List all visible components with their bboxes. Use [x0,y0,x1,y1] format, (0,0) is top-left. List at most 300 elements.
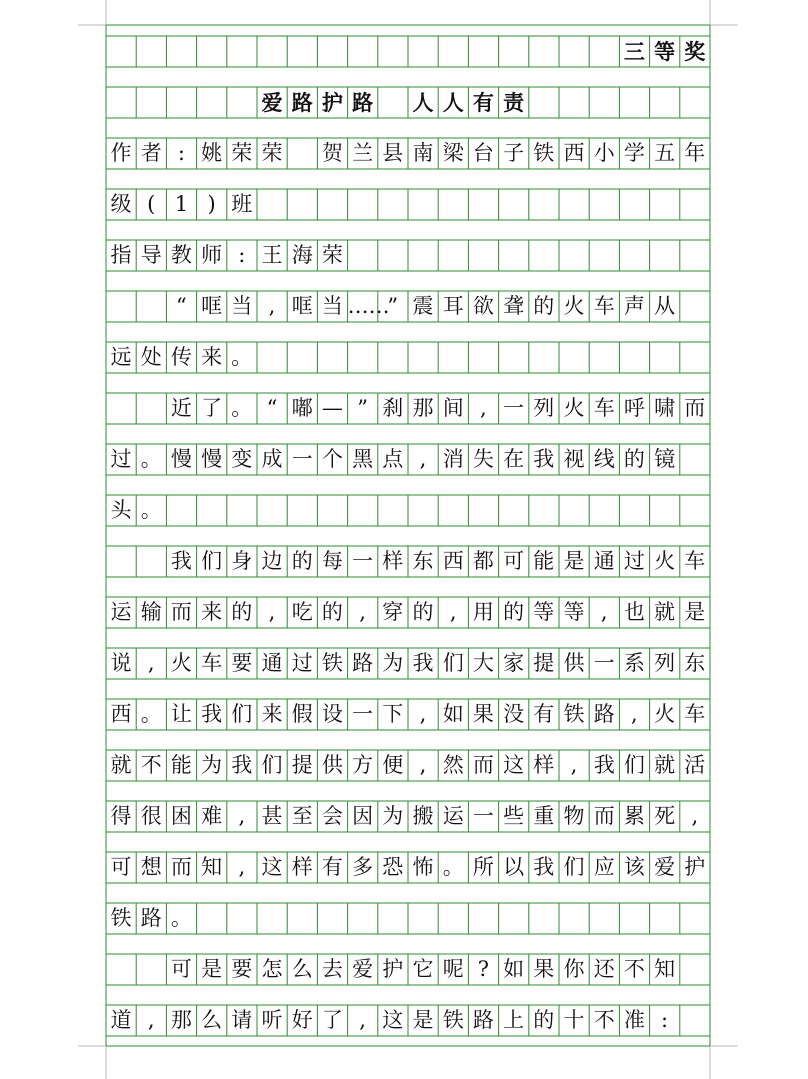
grid-cell [378,36,408,67]
grid-cell [197,495,227,526]
grid-cell: 西 [110,702,132,726]
grid-cell: 死 [654,804,676,828]
grid-cell [468,342,498,373]
grid-cell [619,903,649,934]
grid-cell: 。 [231,345,253,369]
grid-cell [529,87,559,118]
grid-cell [257,36,287,67]
grid-cell: 说 [110,651,132,675]
grid-cell: , [691,804,699,828]
grid-cell: 。 [140,702,162,726]
grid-cell: 火 [654,549,676,573]
grid-cell [378,240,408,271]
grid-cell: 我 [231,753,253,777]
grid-cell: 铁 [442,1008,464,1032]
grid-cell: 铁 [563,702,585,726]
grid-cell: 去 [321,957,343,981]
grid-cell: 假 [291,702,313,726]
grid-cell: 我 [201,702,223,726]
grid-cell: 车 [593,294,615,318]
grid-cell: , [480,396,487,420]
grid-cell: 五 [654,141,676,165]
grid-cell: 么 [291,957,313,981]
grid-cell: 人 [442,90,464,115]
grid-cell: 我 [170,549,192,573]
grid-cell [589,36,619,67]
grid-cell [348,342,378,373]
grid-cell: 供 [563,651,585,675]
grid-cell: 学 [623,141,645,165]
grid-cell: 可 [110,855,132,879]
grid-cell [408,240,438,271]
grid-cell: 路 [472,1008,494,1032]
grid-cell [499,903,529,934]
grid-cell: 点 [382,447,404,471]
grid-cell: 成 [261,447,283,471]
grid-cell: 人 [412,90,434,115]
grid-cell: 困 [170,804,192,828]
grid-cell: 来 [201,600,223,624]
grid-cell: 多 [352,855,374,879]
grid-cell [106,393,136,424]
grid-cell: , [419,753,427,777]
grid-cell: 不 [623,957,645,981]
grid-cell [680,240,710,271]
grid-cell [650,189,680,220]
grid-cell: 可 [503,549,525,573]
grid-cell: 列 [533,396,555,420]
grid-cell: 级 [110,192,132,216]
grid-cell: 为 [382,651,404,675]
grid-cell: , [449,600,457,624]
grid-cell: , [419,447,427,471]
grid-cell: 以 [503,855,525,879]
grid-cell: 聋 [503,294,525,318]
grid-cell: ) [207,192,216,216]
grid-cell [619,87,649,118]
grid-cell [197,903,227,934]
grid-cell: 等 [654,39,676,64]
grid-cell: 你 [563,957,585,981]
grid-cell: 这 [503,753,525,777]
grid-cell: 们 [563,855,585,879]
grid-cell: 路 [352,651,374,675]
grid-cell: 铁 [533,141,555,165]
grid-cell [166,495,196,526]
grid-cell: 了 [201,396,223,420]
grid-cell: 一 [352,549,374,573]
grid-cell [529,342,559,373]
grid-cell: 通 [593,549,615,573]
grid-cell: 系 [623,651,645,675]
grid-cell: 会 [321,804,343,828]
grid-cell [257,495,287,526]
grid-cell: 导 [140,243,162,267]
grid-cell: 就 [654,753,676,777]
grid-cell: 声 [623,294,645,318]
grid-cell [166,36,196,67]
grid-cell: 作 [110,141,132,165]
grid-cell [378,903,408,934]
grid-cell [499,36,529,67]
grid-cell: 让 [170,702,192,726]
grid-cell [438,189,468,220]
grid-cell: 东 [684,651,706,675]
grid-cell: 的 [503,600,525,624]
grid-cell: 啸 [654,396,676,420]
grid-cell: 镜 [654,447,676,471]
grid-cell: 一 [352,702,374,726]
grid-cell: 欲 [472,294,494,318]
grid-cell: 来 [261,702,283,726]
grid-cell: 当 [231,294,253,318]
grid-cell: 路 [140,906,162,930]
grid-cell: : [238,243,246,267]
grid-cell: 荣 [321,243,343,267]
grid-cell: 还 [593,957,615,981]
grid-cell: 提 [291,753,313,777]
grid-cell: 那 [170,1008,192,1032]
grid-cell [680,444,710,475]
grid-cell: 过 [291,651,313,675]
grid-cell: , [570,753,578,777]
grid-cell: 准 [623,1008,645,1032]
grid-cell [136,291,166,322]
grid-cell: 果 [472,702,494,726]
grid-cell: 然 [442,753,464,777]
grid-cell: 火 [563,294,585,318]
grid-cell: 是 [563,549,585,573]
grid-cell [589,87,619,118]
grid-cell: 吃 [291,600,313,624]
grid-cell: 请 [231,1008,253,1032]
grid-cell: 嘟 [291,396,313,420]
grid-cell: 想 [140,855,162,879]
grid-cell: 护 [321,90,343,115]
grid-cell [378,87,408,118]
grid-cell: 车 [201,651,223,675]
grid-cell: 们 [201,549,223,573]
grid-cell: 兰 [352,141,374,165]
grid-cell: 有 [321,855,343,879]
grid-cell: 呼 [623,396,645,420]
grid-cell: 得 [110,804,132,828]
grid-cell: 听 [261,1008,283,1032]
grid-cell [499,189,529,220]
grid-cell: 爱 [352,957,374,981]
grid-cell: 这 [382,1008,404,1032]
grid-cell [408,903,438,934]
grid-cell: 活 [684,753,706,777]
grid-cell [589,495,619,526]
grid-cell: 们 [442,651,464,675]
grid-cell [438,36,468,67]
grid-cell [317,36,347,67]
grid-cell: 传 [170,345,192,369]
grid-cell: 能 [170,753,192,777]
grid-cell [529,36,559,67]
grid-cell [559,87,589,118]
grid-cell: 者 [140,141,162,165]
grid-cell [378,189,408,220]
grid-cell: 至 [291,804,313,828]
grid-cell [680,903,710,934]
grid-cell: 的 [291,549,313,573]
grid-cell: 就 [110,753,132,777]
grid-cell: 个 [321,447,343,471]
grid-cell: 一 [472,804,494,828]
grid-cell: — [321,396,343,420]
grid-cell [287,189,317,220]
grid-cell: : [661,1008,669,1032]
grid-cell: 提 [533,651,555,675]
grid-cell [468,495,498,526]
grid-cell [408,342,438,373]
grid-cell: 路 [593,702,615,726]
grid-cell [257,903,287,934]
grid-cell: 十 [563,1008,585,1032]
grid-cell [408,36,438,67]
grid-cell: 西 [563,141,585,165]
grid-cell: 班 [231,192,253,216]
grid-cell: 远 [110,345,132,369]
grid-cell [650,903,680,934]
grid-cell: 我 [533,447,555,471]
grid-cell: 。 [442,855,464,879]
grid-cell: 头 [110,498,132,522]
grid-cell: 路 [352,90,374,115]
grid-cell: “ [266,396,278,420]
grid-cell [106,954,136,985]
grid-cell [619,495,649,526]
grid-cell: 车 [684,549,706,573]
grid-cell: 当 [321,294,343,318]
grid-cell: 在 [503,447,525,471]
grid-cell: , [268,600,276,624]
grid-cell: , [238,804,246,828]
grid-cell [348,189,378,220]
grid-cell: 。 [170,906,192,930]
grid-cell [680,87,710,118]
grid-cell: 姚 [201,141,223,165]
grid-cell: , [359,1008,366,1032]
grid-cell [529,240,559,271]
grid-cell: 一 [593,651,615,675]
grid-cell [650,240,680,271]
grid-cell: 用 [472,600,494,624]
grid-cell: 有 [472,90,494,115]
grid-cell [136,393,166,424]
grid-cell: 我 [533,855,555,879]
grid-cell: , [238,855,246,879]
grid-cell: 火 [563,396,585,420]
grid-cell: 不 [140,753,162,777]
grid-cell [529,903,559,934]
grid-cell: 的 [533,294,555,318]
grid-cell: 样 [382,549,404,573]
grid-cell: 运 [442,804,464,828]
grid-cell: 一 [291,447,313,471]
grid-cell [227,87,257,118]
grid-cell: 爱 [261,90,283,115]
grid-cell [589,342,619,373]
grid-cell [136,87,166,118]
grid-cell: 1 [174,192,189,216]
grid-cell: 变 [231,447,253,471]
grid-cell [136,954,166,985]
grid-cell: 没 [503,702,525,726]
grid-cell [378,495,408,526]
grid-cell [287,342,317,373]
grid-cell [227,36,257,67]
grid-cell: 不 [593,1008,615,1032]
grid-cell [468,903,498,934]
grid-cell: 路 [291,90,313,115]
grid-cell: 的 [412,600,434,624]
grid-cell: 奖 [684,39,706,64]
grid-cell: 搬 [412,804,434,828]
grid-cell [197,87,227,118]
grid-cell [317,903,347,934]
grid-cell [438,240,468,271]
grid-cell: 都 [472,549,494,573]
grid-cell: 累 [623,804,645,828]
grid-cell: 果 [533,957,555,981]
grid-cell [559,36,589,67]
grid-cell [438,903,468,934]
grid-cell: 些 [503,804,525,828]
grid-cell: 也 [623,600,645,624]
grid-cell [499,495,529,526]
grid-cell [650,495,680,526]
grid-cell: 甚 [261,804,283,828]
grid-cell: : [177,141,185,165]
grid-cell: 火 [170,651,192,675]
grid-cell: 等 [563,600,585,624]
grid-cell: 师 [201,243,223,267]
grid-cell: 过 [110,447,132,471]
grid-cell: 么 [201,1008,223,1032]
grid-cell [559,240,589,271]
grid-cell [348,36,378,67]
grid-cell: 海 [291,243,313,267]
grid-cell [529,495,559,526]
grid-cell: 呢 [442,957,464,981]
grid-cell: 如 [442,702,464,726]
grid-cell [468,240,498,271]
grid-cell [559,495,589,526]
grid-cell: 而 [170,855,192,879]
grid-cell [287,36,317,67]
grid-cell [317,495,347,526]
grid-cell: 所 [472,855,494,879]
grid-cell [680,495,710,526]
grid-cell: 车 [684,702,706,726]
grid-cell: 有 [533,702,555,726]
grid-cell: 贺 [321,141,343,165]
grid-cell: 的 [623,447,645,471]
grid-cell: 护 [382,957,404,981]
grid-cell: 身 [231,549,253,573]
grid-cell: 很 [140,804,162,828]
grid-cell [106,87,136,118]
grid-cell: 要 [231,957,253,981]
grid-cell [348,495,378,526]
grid-cell: 怖 [412,855,434,879]
grid-cell: 梁 [442,141,464,165]
grid-cell [317,189,347,220]
grid-cell: 东 [412,549,434,573]
grid-cell [680,189,710,220]
grid-cell: 上 [503,1008,525,1032]
grid-cell: 黑 [352,447,374,471]
grid-cell: 一 [503,396,525,420]
grid-cell: 线 [593,447,615,471]
grid-cell: 慢 [170,447,192,471]
grid-cell: 三 [623,39,645,64]
grid-cell [287,138,317,169]
grid-cell: 年 [684,141,706,165]
grid-cell: 从 [654,294,676,318]
grid-cell: 是 [201,957,223,981]
grid-cell: 而 [170,600,192,624]
grid-cell: 子 [503,141,525,165]
grid-cell [589,903,619,934]
grid-cell: 教 [170,243,192,267]
grid-cell [499,342,529,373]
grid-cell [106,291,136,322]
grid-cell: 荣 [261,141,283,165]
grid-cell: 为 [201,753,223,777]
grid-cell: 好 [291,1008,313,1032]
grid-cell [438,495,468,526]
grid-cell [227,495,257,526]
grid-cell: 道 [110,1008,132,1032]
grid-cell: 们 [261,753,283,777]
grid-cell [468,189,498,220]
grid-cell: 责 [503,90,525,115]
grid-cell [619,342,649,373]
grid-cell: ? [477,957,490,981]
grid-cell [106,36,136,67]
grid-cell: 火 [654,702,676,726]
grid-cell: 失 [472,447,494,471]
grid-cell: 。 [140,447,162,471]
grid-cell [166,87,196,118]
grid-cell: 知 [201,855,223,879]
grid-cell: 而 [472,753,494,777]
grid-cell: 每 [321,549,343,573]
grid-cell: 哐 [201,294,223,318]
grid-cell: , [600,600,608,624]
grid-cell: 样 [291,855,313,879]
grid-cell [287,903,317,934]
grid-cell: 南 [412,141,434,165]
grid-cell: , [359,600,366,624]
grid-cell [680,954,710,985]
grid-cell: 是 [412,1008,434,1032]
grid-cell [619,240,649,271]
grid-cell: …… [347,294,390,318]
grid-cell [136,546,166,577]
grid-cell: 可 [170,957,192,981]
grid-cell: 而 [684,396,706,420]
grid-cell: 车 [593,396,615,420]
grid-cell: 的 [231,600,253,624]
grid-cell: 震 [412,294,434,318]
grid-cell [136,36,166,67]
grid-cell [559,903,589,934]
